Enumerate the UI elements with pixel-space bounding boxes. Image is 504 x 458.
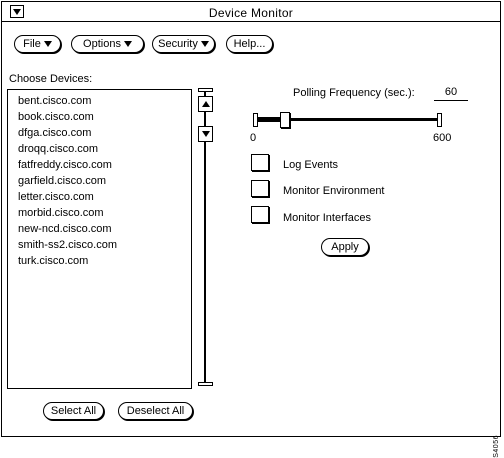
select-all-button[interactable] bbox=[43, 402, 104, 420]
arrow-down-icon bbox=[202, 131, 210, 137]
list-item[interactable]: smith-ss2.cisco.com bbox=[18, 239, 118, 251]
polling-frequency-label: Polling Frequency (sec.): bbox=[293, 87, 415, 99]
list-item[interactable]: garfield.cisco.com bbox=[18, 175, 107, 187]
chevron-down-icon bbox=[124, 41, 132, 47]
log-events-checkbox[interactable] bbox=[251, 154, 269, 171]
security-menu-label: Security bbox=[158, 38, 198, 50]
choose-devices-label: Choose Devices: bbox=[9, 73, 93, 85]
monitor-interfaces-checkbox[interactable] bbox=[251, 206, 269, 223]
title-bar bbox=[2, 2, 500, 22]
slider-max-label: 600 bbox=[433, 132, 452, 144]
list-item[interactable]: letter.cisco.com bbox=[18, 191, 94, 203]
deselect-all-label: Deselect All bbox=[126, 405, 185, 417]
figure-id-label: S4056 bbox=[493, 435, 500, 458]
list-item[interactable]: fatfreddy.cisco.com bbox=[18, 159, 112, 171]
chevron-down-icon bbox=[44, 41, 52, 47]
list-item[interactable]: book.cisco.com bbox=[18, 111, 94, 123]
arrow-up-icon bbox=[202, 101, 210, 107]
file-menu-label: File bbox=[23, 38, 41, 50]
window-title: Device Monitor bbox=[208, 6, 294, 20]
scrollbar-top-cap[interactable] bbox=[198, 88, 213, 92]
chevron-down-icon bbox=[201, 41, 209, 47]
help-button[interactable] bbox=[226, 35, 273, 53]
monitor-interfaces-label: Monitor Interfaces bbox=[283, 212, 372, 224]
options-menu-label: Options bbox=[83, 38, 121, 50]
list-item[interactable]: new-ncd.cisco.com bbox=[18, 223, 112, 235]
list-item[interactable]: dfga.cisco.com bbox=[18, 127, 92, 139]
slider-max-end bbox=[437, 113, 442, 127]
slider-min-label: 0 bbox=[250, 132, 257, 144]
scroll-up-button[interactable] bbox=[198, 96, 213, 112]
security-menu-button[interactable] bbox=[152, 35, 215, 53]
log-events-label: Log Events bbox=[283, 159, 339, 171]
slider-fill bbox=[258, 117, 280, 122]
scrollbar-bottom-cap[interactable] bbox=[198, 382, 213, 386]
options-menu-button[interactable] bbox=[71, 35, 144, 53]
list-item[interactable]: turk.cisco.com bbox=[18, 255, 89, 267]
list-item[interactable]: morbid.cisco.com bbox=[18, 207, 104, 219]
scroll-down-button[interactable] bbox=[198, 126, 213, 142]
polling-slider-thumb[interactable] bbox=[280, 112, 290, 128]
list-item[interactable]: bent.cisco.com bbox=[18, 95, 92, 107]
deselect-all-button[interactable] bbox=[118, 402, 193, 420]
file-menu-button[interactable] bbox=[14, 35, 61, 53]
select-all-label: Select All bbox=[50, 405, 97, 417]
monitor-environment-label: Monitor Environment bbox=[283, 185, 385, 197]
help-label: Help... bbox=[233, 38, 266, 50]
list-item[interactable]: droqq.cisco.com bbox=[18, 143, 99, 155]
devices-list[interactable] bbox=[7, 89, 192, 389]
polling-frequency-input[interactable]: 60 bbox=[434, 86, 468, 101]
monitor-environment-checkbox[interactable] bbox=[251, 180, 269, 197]
apply-button[interactable] bbox=[321, 238, 369, 256]
apply-label: Apply bbox=[331, 241, 359, 253]
